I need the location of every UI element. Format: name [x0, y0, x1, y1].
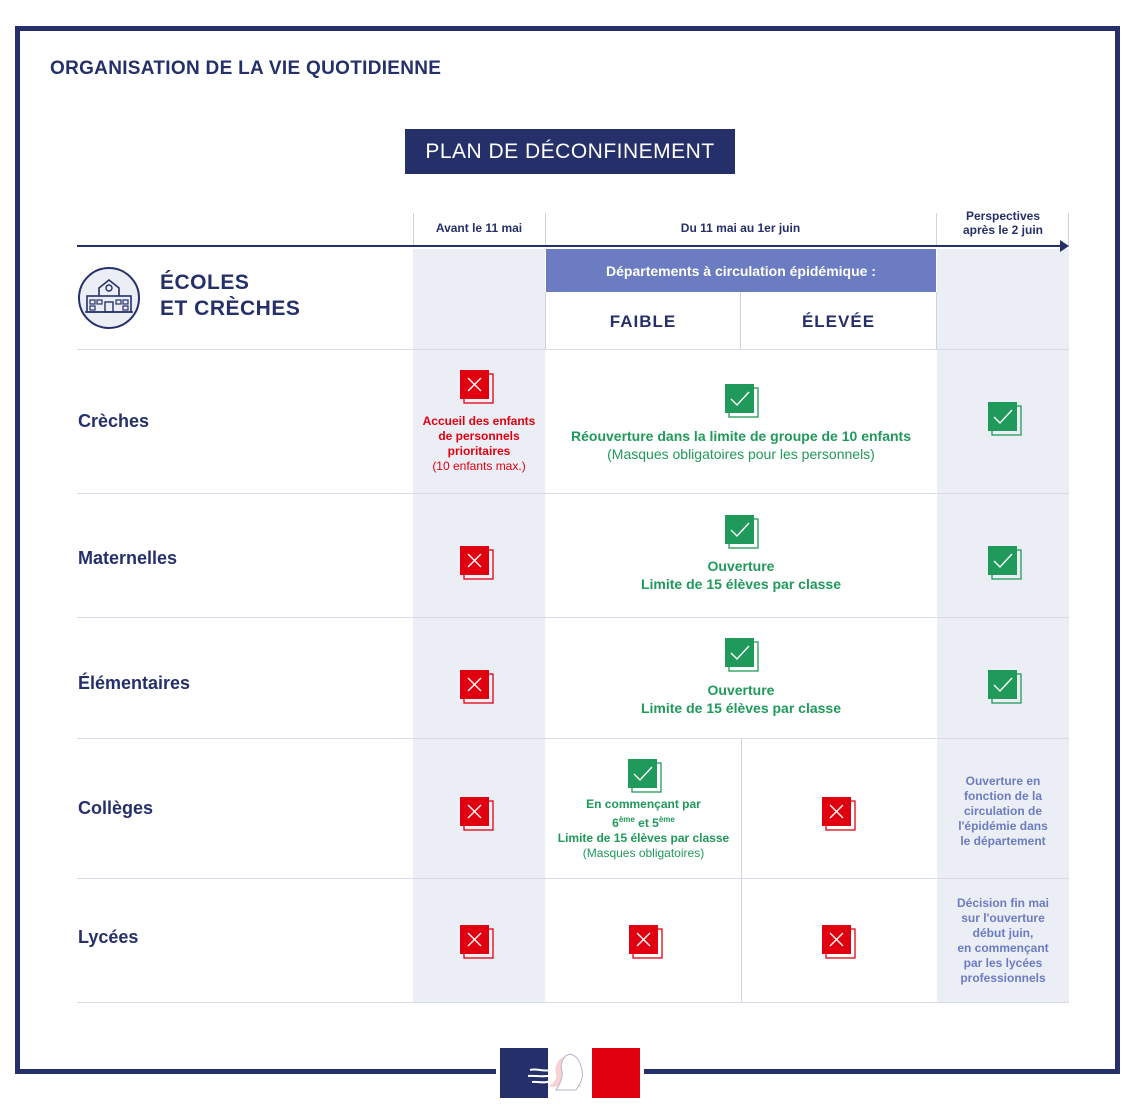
before-column-shade	[413, 249, 545, 1003]
creches-during-line: (Masques obligatoires pour les personnels)	[607, 446, 875, 462]
grade-5: et 5	[634, 816, 659, 830]
colleges-after-text	[937, 774, 1069, 849]
creches-before-line: de personnels	[438, 429, 520, 443]
column-header-during: Du 11 mai au 1er juin	[680, 221, 801, 235]
timeline-arrow-head	[1060, 240, 1069, 252]
elementaires-during-line: Ouverture	[707, 682, 775, 698]
row-separator	[77, 878, 1069, 879]
check-icon	[987, 545, 1023, 581]
row-label-maternelles: Maternelles	[78, 548, 178, 568]
marianne-logo	[500, 1048, 640, 1098]
grade-6: 6	[612, 816, 619, 830]
row-label-lycees: Lycées	[78, 927, 139, 947]
column-header-after	[937, 209, 1069, 237]
creches-before-text	[414, 414, 544, 474]
lycees-after-line: sur l'ouverture	[961, 911, 1045, 925]
check-icon	[987, 669, 1023, 705]
creches-before-line: Accueil des enfants	[422, 414, 536, 428]
colleges-low-line: Limite de 15 élèves par classe	[557, 831, 730, 845]
check-icon	[724, 514, 760, 550]
section-title-line1: ÉCOLES	[160, 271, 250, 294]
maternelles-during-text	[546, 557, 936, 593]
subheader-elevee: ÉLEVÉE	[801, 312, 876, 331]
maternelles-during-line: Limite de 15 élèves par classe	[640, 576, 841, 592]
column-header-after-line1: Perspectives	[965, 209, 1041, 223]
elementaires-during-line: Limite de 15 élèves par classe	[640, 700, 841, 716]
subheader-faible: FAIBLE	[609, 312, 677, 331]
lycees-after-line: professionnels	[960, 971, 1046, 985]
row-label-colleges: Collèges	[78, 798, 154, 818]
row-separator	[77, 738, 1069, 739]
colleges-low-line: (Masques obligatoires)	[582, 846, 705, 860]
departments-header: Départements à circulation épidémique :	[546, 249, 936, 292]
cross-icon	[459, 924, 495, 960]
lycees-after-text	[937, 896, 1069, 986]
colleges-low-grades	[546, 812, 741, 831]
lycees-after-line: par les lycées	[963, 956, 1043, 970]
colleges-after-line: circulation de	[963, 804, 1043, 818]
colleges-after-line: fonction de la	[964, 789, 1042, 803]
lycees-after-line: Décision fin mai	[956, 896, 1050, 910]
plan-banner: PLAN DE DÉCONFINEMENT	[405, 129, 735, 174]
column-header-after-line2: après le 2 juin	[962, 223, 1044, 237]
check-icon	[724, 637, 760, 673]
colleges-low-text	[546, 797, 741, 861]
check-icon	[724, 383, 760, 419]
row-separator	[77, 617, 1069, 618]
after-column-shade	[937, 249, 1069, 1003]
colleges-after-line: le département	[960, 834, 1046, 848]
page-title: ORGANISATION DE LA VIE QUOTIDIENNE	[50, 58, 442, 79]
creches-during-line: Réouverture dans la limite de groupe de 10 enfants	[571, 428, 911, 444]
creches-before-line: (10 enfants max.)	[432, 459, 526, 473]
elementaires-during-text	[546, 681, 936, 717]
creches-during-text	[546, 427, 936, 463]
col-separator	[936, 292, 937, 349]
cross-icon	[459, 545, 495, 581]
cross-icon	[821, 924, 857, 960]
col-separator	[741, 739, 742, 1002]
row-separator	[77, 493, 1069, 494]
maternelles-during-line: Ouverture	[707, 558, 775, 574]
timeline-arrow	[77, 245, 1065, 247]
colleges-after-line: Ouverture en	[965, 774, 1041, 788]
colleges-low-line: En commençant par	[586, 797, 701, 811]
check-icon	[627, 758, 663, 794]
colleges-after-line: l'épidémie dans	[958, 819, 1048, 833]
cross-icon	[628, 924, 664, 960]
grade-suffix: ème	[618, 815, 635, 824]
lycees-after-line: en commençant	[957, 941, 1049, 955]
section-title	[160, 270, 300, 322]
column-header-before: Avant le 11 mai	[435, 221, 523, 235]
row-label-elementaires: Élémentaires	[78, 673, 191, 693]
cross-icon	[459, 369, 495, 405]
row-separator	[77, 349, 1069, 350]
cross-icon	[821, 796, 857, 832]
grade-suffix: ème	[658, 815, 675, 824]
cross-icon	[459, 669, 495, 705]
check-icon	[987, 401, 1023, 437]
cross-icon	[459, 796, 495, 832]
school-building-icon	[77, 266, 141, 330]
creches-before-line: prioritaires	[447, 444, 511, 458]
row-label-creches: Crèches	[78, 411, 150, 431]
section-title-line2: ET CRÈCHES	[160, 297, 301, 320]
row-separator	[77, 1002, 1069, 1003]
lycees-after-line: début juin,	[972, 926, 1034, 940]
